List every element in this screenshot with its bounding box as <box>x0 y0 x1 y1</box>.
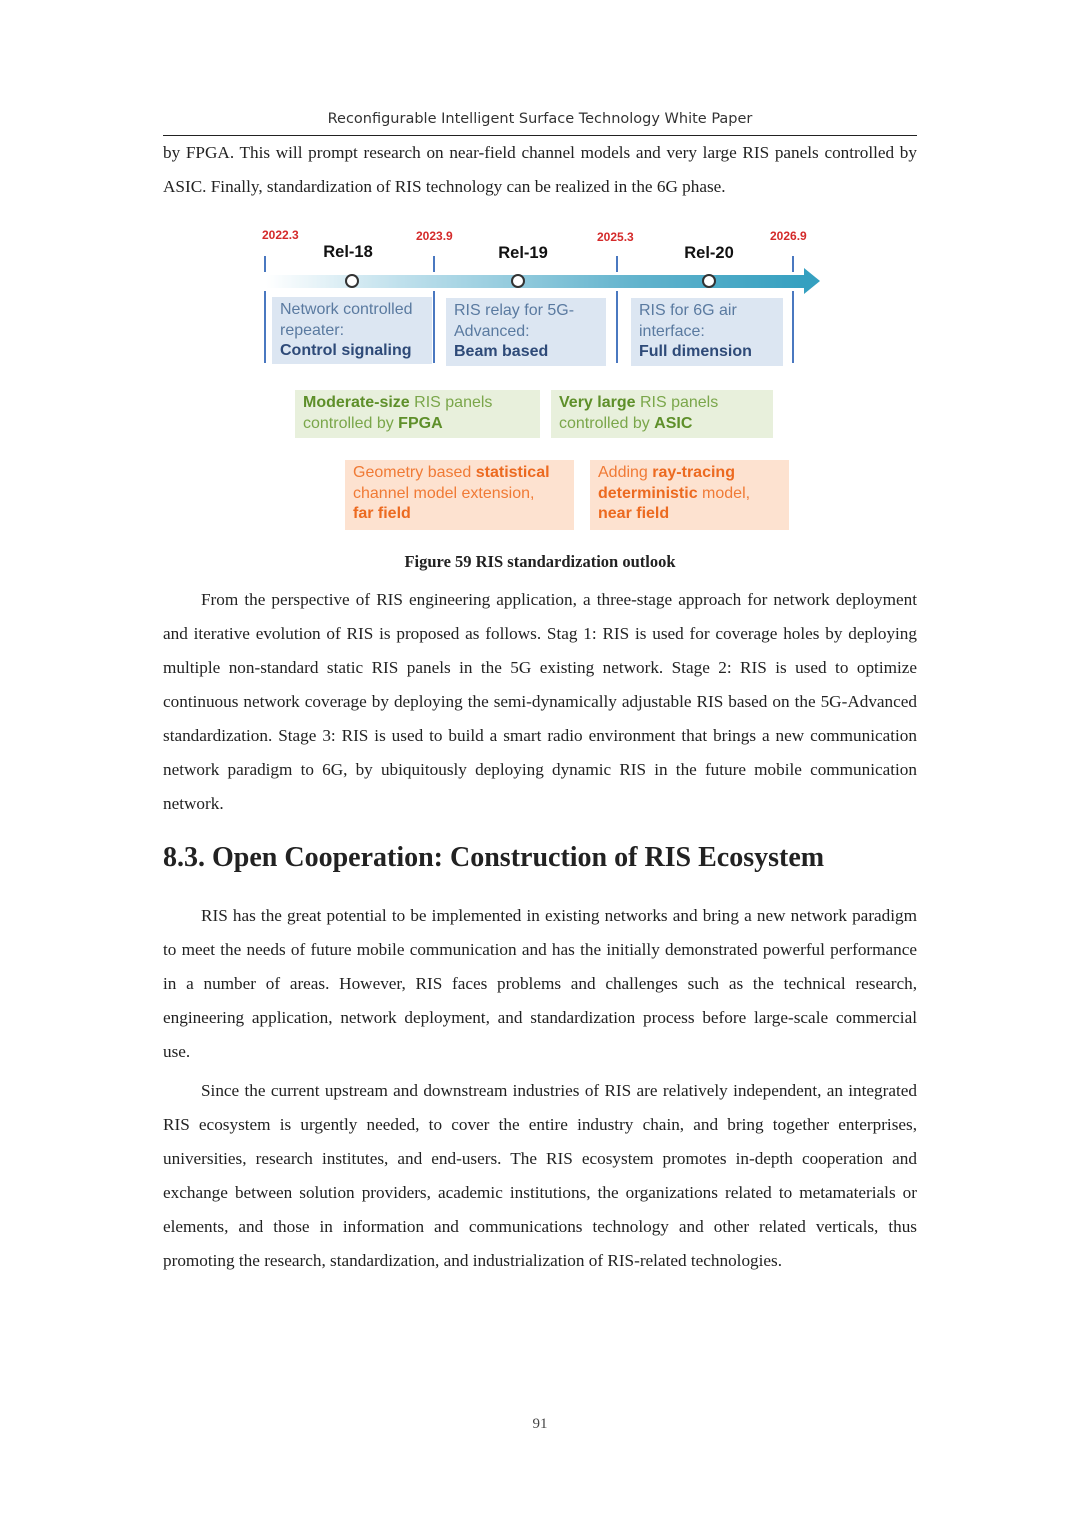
model-box <box>590 460 789 530</box>
release-box <box>631 298 783 366</box>
box-text: Adding <box>598 464 653 481</box>
date-label: 2022.3 <box>262 228 299 242</box>
paragraph-4: Since the current upstream and downstream industries of RIS are relatively independent, an integrated RIS ecosystem is urgently needed, to cover the entire industry chain, and bring together enterprises, universities, research institutes, and end-users. The RIS ecosystem promotes in-depth cooperation and exchange between solution providers, academic institutions, the organizations related to metamaterials or elements, and those in information and communications technology and other related verticals, thus promoting the research, standardization, and industrialization of RIS-related technologies. <box>163 1081 917 1270</box>
box-text: RIS panels <box>635 394 719 411</box>
timeline-tick <box>792 291 794 363</box>
box-text: model, <box>697 484 751 502</box>
box-line: RIS relay for 5G- <box>454 302 575 319</box>
paragraph-2: From the perspective of RIS engineering application, a three-stage approach for network deployment and iterative evolution of RIS is proposed as follows. Stag 1: RIS is used for coverage holes by deploying multiple non-standard static RIS panels in the 5G existing network. Stage 2: RIS is used to optimize continuous network coverage by deploying the semi-dynamically adjustable RIS based on the 5G-Advanced standardization. Stage 3: RIS is used to build a smart radio environment that brings a new communication network paradigm to 6G, by ubiquitously deploying dynamic RIS in the future mobile communication network. <box>163 590 917 813</box>
box-line: repeater: <box>280 321 345 339</box>
timeline-tick <box>264 291 266 363</box>
milestone-circle-icon <box>345 274 359 288</box>
release-label: Rel-20 <box>684 244 734 262</box>
box-bold: far field <box>353 505 411 522</box>
box-bold: deterministic <box>598 484 698 502</box>
arrowhead-icon <box>804 268 820 294</box>
milestone-circle-icon <box>511 274 525 288</box>
box-text: RIS panels <box>409 394 493 411</box>
box-bold: Full dimension <box>639 343 752 360</box>
date-label: 2023.9 <box>416 229 453 243</box>
timeline-tick <box>616 256 618 272</box>
release-box <box>446 298 606 366</box>
timeline-tick <box>616 291 618 363</box>
timeline-tick <box>792 256 794 272</box>
timeline-tick <box>264 256 266 272</box>
box-text: channel model extension, <box>353 484 535 502</box>
page-number: 91 <box>532 1416 548 1432</box>
release-label: Rel-19 <box>498 244 548 262</box>
box-line: Advanced: <box>454 322 530 340</box>
paragraph-3: RIS has the great potential to be implemented in existing networks and bring a new network paradigm to meet the needs of future mobile communication and has the initially demonstrated powerful performance in a number of areas. However, RIS faces problems and challenges such as the technical research, engineering application, network deployment, and standardization process before large-scale commercial use. <box>163 906 917 1061</box>
box-bold: near field <box>598 505 670 522</box>
box-text: Geometry based <box>353 464 476 481</box>
panel-box <box>295 390 540 438</box>
running-header: Reconfigurable Intelligent Surface Technology White Paper <box>327 111 753 127</box>
timeline-tick <box>433 256 435 272</box>
box-bold: ray-tracing <box>652 464 735 481</box>
date-label: 2026.9 <box>770 229 807 243</box>
box-bold: Beam based <box>454 343 549 360</box>
box-line: Network controlled <box>280 301 413 318</box>
box-text: controlled by <box>559 414 655 432</box>
box-text: controlled by <box>303 414 399 432</box>
section-heading: 8.3. Open Cooperation: Construction of RIS Ecosystem <box>163 842 825 873</box>
box-bold: Control signaling <box>280 342 412 359</box>
release-label: Rel-18 <box>323 243 373 261</box>
box-bold: Very large <box>559 394 636 411</box>
box-line: RIS for 6G air <box>639 302 737 319</box>
panel-box <box>551 390 773 438</box>
box-bold: statistical <box>475 464 550 481</box>
box-bold: Moderate-size <box>303 394 410 411</box>
figure-caption: Figure 59 RIS standardization outlook <box>404 552 676 571</box>
model-box <box>345 460 574 530</box>
box-bold: FPGA <box>398 414 443 432</box>
box-line: interface: <box>639 322 705 340</box>
timeline-tick <box>433 291 435 363</box>
release-box <box>272 297 432 364</box>
paragraph-1: by FPGA. This will prompt research on near-field channel models and very large RIS panels controlled by ASIC. Finally, standardization of RIS technology can be realized in the 6G phase. <box>163 143 917 196</box>
box-bold: ASIC <box>654 414 693 432</box>
milestone-circle-icon <box>702 274 716 288</box>
date-label: 2025.3 <box>597 230 634 244</box>
